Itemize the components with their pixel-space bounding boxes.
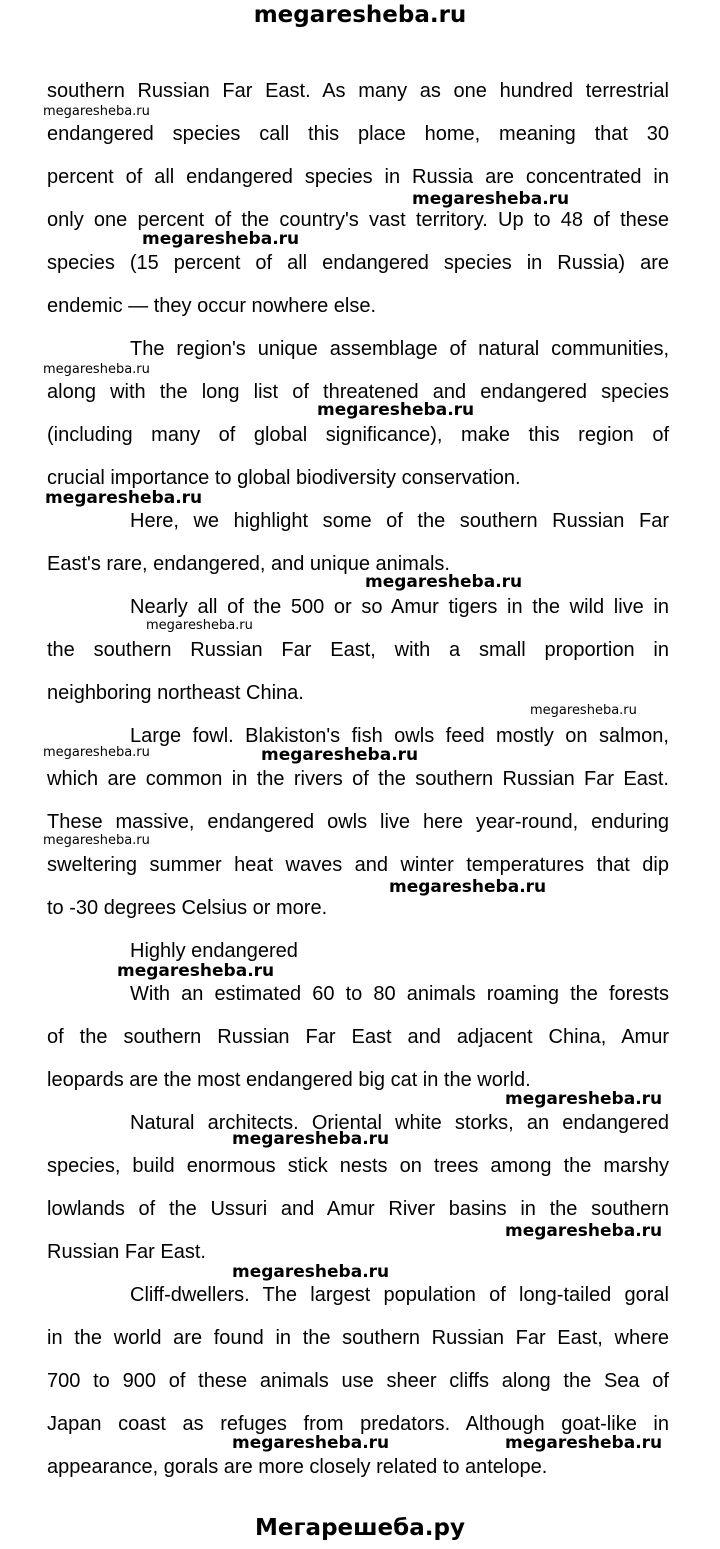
text-line: which are common in the rivers of the southern Russian Far East. xyxy=(47,768,669,790)
text-line: crucial importance to global biodiversity conservation. xyxy=(47,467,521,489)
watermark: megaresheba.ru xyxy=(530,703,637,718)
text-line: to -30 degrees Celsius or more. xyxy=(47,897,328,919)
watermark: megaresheba.ru xyxy=(146,618,253,633)
text-line: neighboring northeast China. xyxy=(47,682,304,704)
watermark: megaresheba.ru xyxy=(142,229,300,249)
text-line: Cliff-dwellers. The largest population of long-tailed goral xyxy=(130,1284,669,1306)
text-line: appearance, gorals are more closely related to antelope. xyxy=(47,1456,548,1478)
site-footer: Мегарешеба.ру xyxy=(255,1515,465,1541)
watermark: megaresheba.ru xyxy=(261,745,419,765)
text-line: of the southern Russian Far East and adjacent China, Amur xyxy=(47,1026,669,1048)
text-line: in the world are found in the southern Russian Far East, where xyxy=(47,1327,669,1349)
section-heading: Highly endangered xyxy=(130,940,298,962)
watermark: megaresheba.ru xyxy=(232,1262,390,1282)
text-line: 700 to 900 of these animals use sheer cliffs along the Sea of xyxy=(47,1370,669,1392)
watermark: megaresheba.ru xyxy=(317,400,475,420)
text-line: leopards are the most endangered big cat in the world. xyxy=(47,1069,531,1091)
text-line: species, build enormous stick nests on trees among the marshy xyxy=(47,1155,669,1177)
watermark: megaresheba.ru xyxy=(43,745,150,760)
text-line: only one percent of the country's vast territory. Up to 48 of these xyxy=(47,209,669,231)
watermark: megaresheba.ru xyxy=(232,1129,390,1149)
text-line: the southern Russian Far East, with a small proportion in xyxy=(47,639,669,661)
text-line: along with the long list of threatened and endangered species xyxy=(47,381,669,403)
text-line: (including many of global significance), make this region of xyxy=(47,424,669,446)
text-line: Large fowl. Blakiston's fish owls feed mostly on salmon, xyxy=(130,725,669,747)
watermark: megaresheba.ru xyxy=(117,961,275,981)
text-line: endangered species call this place home, meaning that 30 xyxy=(47,123,669,145)
text-line: Japan coast as refuges from predators. Although goat-like in xyxy=(47,1413,669,1435)
watermark: megaresheba.ru xyxy=(505,1221,663,1241)
text-line: species (15 percent of all endangered species in Russia) are xyxy=(47,252,669,274)
site-header: megaresheba.ru xyxy=(253,2,467,28)
text-line: East's rare, endangered, and unique animals. xyxy=(47,553,450,575)
watermark: megaresheba.ru xyxy=(43,833,150,848)
watermark: megaresheba.ru xyxy=(365,572,523,592)
text-line: The region's unique assemblage of natural communities, xyxy=(130,338,669,360)
text-line: southern Russian Far East. As many as one hundred terrestrial xyxy=(47,80,669,102)
watermark: megaresheba.ru xyxy=(412,189,570,209)
text-line: lowlands of the Ussuri and Amur River basins in the southern xyxy=(47,1198,669,1220)
watermark: megaresheba.ru xyxy=(43,362,150,377)
text-line: Here, we highlight some of the southern Russian Far xyxy=(130,510,669,532)
watermark: megaresheba.ru xyxy=(389,877,547,897)
text-line: Nearly all of the 500 or so Amur tigers in the wild live in xyxy=(130,596,669,618)
watermark: megaresheba.ru xyxy=(232,1433,390,1453)
text-line: percent of all endangered species in Russia are concentrated in xyxy=(47,166,669,188)
text-line: endemic — they occur nowhere else. xyxy=(47,295,377,317)
text-line: With an estimated 60 to 80 animals roaming the forests xyxy=(130,983,669,1005)
watermark: megaresheba.ru xyxy=(43,104,150,119)
text-line: sweltering summer heat waves and winter temperatures that dip xyxy=(47,854,669,876)
watermark: megaresheba.ru xyxy=(45,488,203,508)
watermark: megaresheba.ru xyxy=(505,1433,663,1453)
text-line: Natural architects. Oriental white storks, an endangered xyxy=(130,1112,669,1134)
text-line: Russian Far East. xyxy=(47,1241,206,1263)
watermark: megaresheba.ru xyxy=(505,1089,663,1109)
text-line: These massive, endangered owls live here year-round, enduring xyxy=(47,811,669,833)
